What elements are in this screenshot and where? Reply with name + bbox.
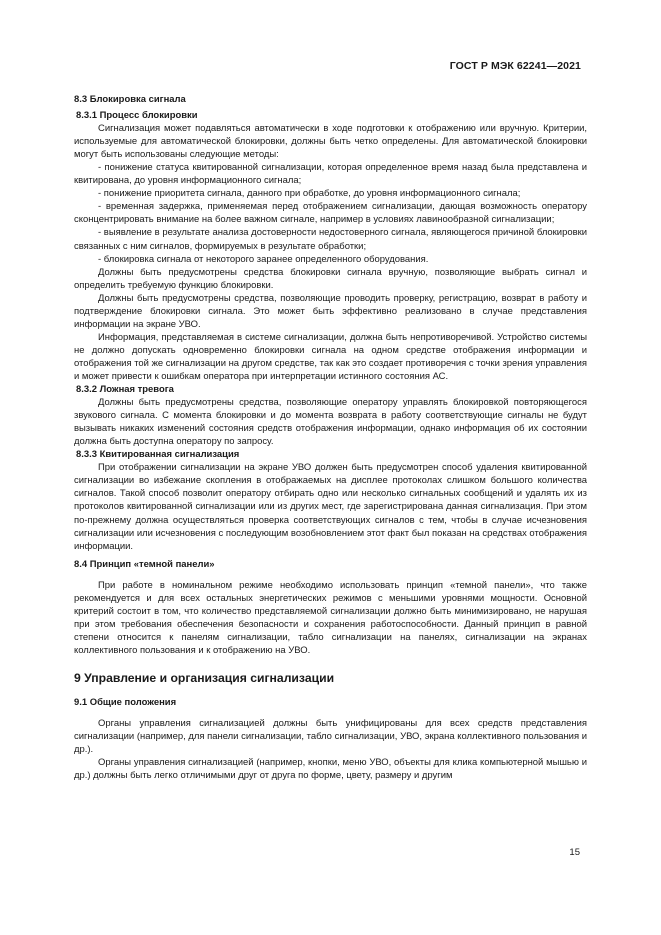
section-8-3-title: 8.3 Блокировка сигнала [74,94,186,105]
paragraph: Сигнализация может подавляться автоматически в ходе подготовки к отображению или вручную. Критерии, используемые для автоматической блокировки, должны быть четко определены. Для автоматической блокировки могут быть использованы следующие методы: [74,123,587,161]
list-item: - временная задержка, применяемая перед отображением сигнализации, дающая возможность оператору сконцентрировать внимание на более важном сигнале, например в условиях лавинообразной сигнализации; [74,201,587,226]
paragraph: Информация, представляемая в системе сигнализации, должна быть непротиворечивой. Устройство системы не должно допускать одновременно блокировки сигнала на одном средстве отображения информации и отображения той же сигнализации на другом средстве, так как это создает противоречия с точки зрения управления и может привести к ошибкам оператора при интерпретации истинного состояния АС. [74,331,587,382]
list-item: - понижение статуса квитированной сигнализации, которая определенное время назад была представлена и квитирована, до уровня информационного сигнала; [74,162,587,187]
paragraph: При работе в номинальном режиме необходимо использовать принцип «темной панели», что также рекомендуется и для всех остальных энергетических режимов с меньшими уровнями мощности. Основной критерий состоит в том, что количество представляемой сигнализации должно быть минимизировано, не нарушая при этом требования обеспечения безопасности и сохранения работоспособности. Данный принцип в равной степени относится к панелям сигнализации, табло сигнализации на панелях, сигнализации на экранах коллективного пользования и к отображению на УВО. [74,579,587,656]
section-8-3-2-title: 8.3.2 Ложная тревога [76,384,174,396]
section-8-3-1-title: 8.3.1 Процесс блокировки [76,110,198,122]
page-content [74,93,587,782]
section-9-1-title: 9.1 Общие положения [74,696,177,708]
paragraph: При отображении сигнализации на экране УВО должен быть предусмотрен способ удаления квитированной сигнализации во избежание скопления в отображаемых на дисплее протоколах слишком большого количества сигналов. Такой способ позволит оператору отбирать одно или несколько сигнальных сообщений и удалять их из протоколов квитированной сигнализации или из других мест, где зарегистрирована данная сигнализация. При этом по-прежнему должна осуществляться проверка соответствующих сигналов с тем, чтобы в случае исчезновения сигнализации или исчезновения с последующим возобновлением этот факт был показан на средствах отображения информации. [74,462,587,552]
paragraph: Органы управления сигнализацией должны быть унифицированы для всех средств представления сигнализации (например, для панели сигнализации, табло сигнализации, УВО, экрана коллективного пользования и др.). [74,718,587,756]
paragraph: Органы управления сигнализацией (например, кнопки, меню УВО, объекты для клика компьютерной мышью и др.) должны быть легко отличимыми друг от друга по форме, цвету, размеру и другим [74,757,587,782]
paragraph: Должны быть предусмотрены средства, позволяющие оператору управлять блокировкой повторяющегося звукового сигнала. С момента блокировки и до момента возврата в работу соответствующие сигналы не будут вызывать никаких изменений состояния средств отображения информации, однако информация об их состоянии должна быть доступна оператору по запросу. [74,397,587,448]
list-item: - блокировка сигнала от некоторого заранее определенного оборудования. [98,253,429,265]
section-8-3-3-title: 8.3.3 Квитированная сигнализация [76,449,240,461]
list-item: - выявление в результате анализа достоверности недостоверного сигнала, являющегося причиной блокировки связанных с ним сигналов, формируемых в результате обработки; [74,227,587,252]
paragraph: Должны быть предусмотрены средства блокировки сигнала вручную, позволяющие выбрать сигнал и определить требуемую функцию блокировки. [74,266,587,291]
section-9-title: 9 Управление и организация сигнализации [74,670,335,685]
standard-header: ГОСТ Р МЭК 62241—2021 [449,60,581,72]
section-8-4-title: 8.4 Принцип «темной панели» [74,558,215,570]
paragraph: Должны быть предусмотрены средства, позволяющие проводить проверку, регистрацию, возврат в работу и подтверждение блокировки сигнала. Это может быть эффективно реализовано в случае представления информации на экране УВО. [74,292,587,330]
page-number: 15 [569,847,580,858]
list-item: - понижение приоритета сигнала, данного при обработке, до уровня информационного сигнала; [98,188,521,200]
